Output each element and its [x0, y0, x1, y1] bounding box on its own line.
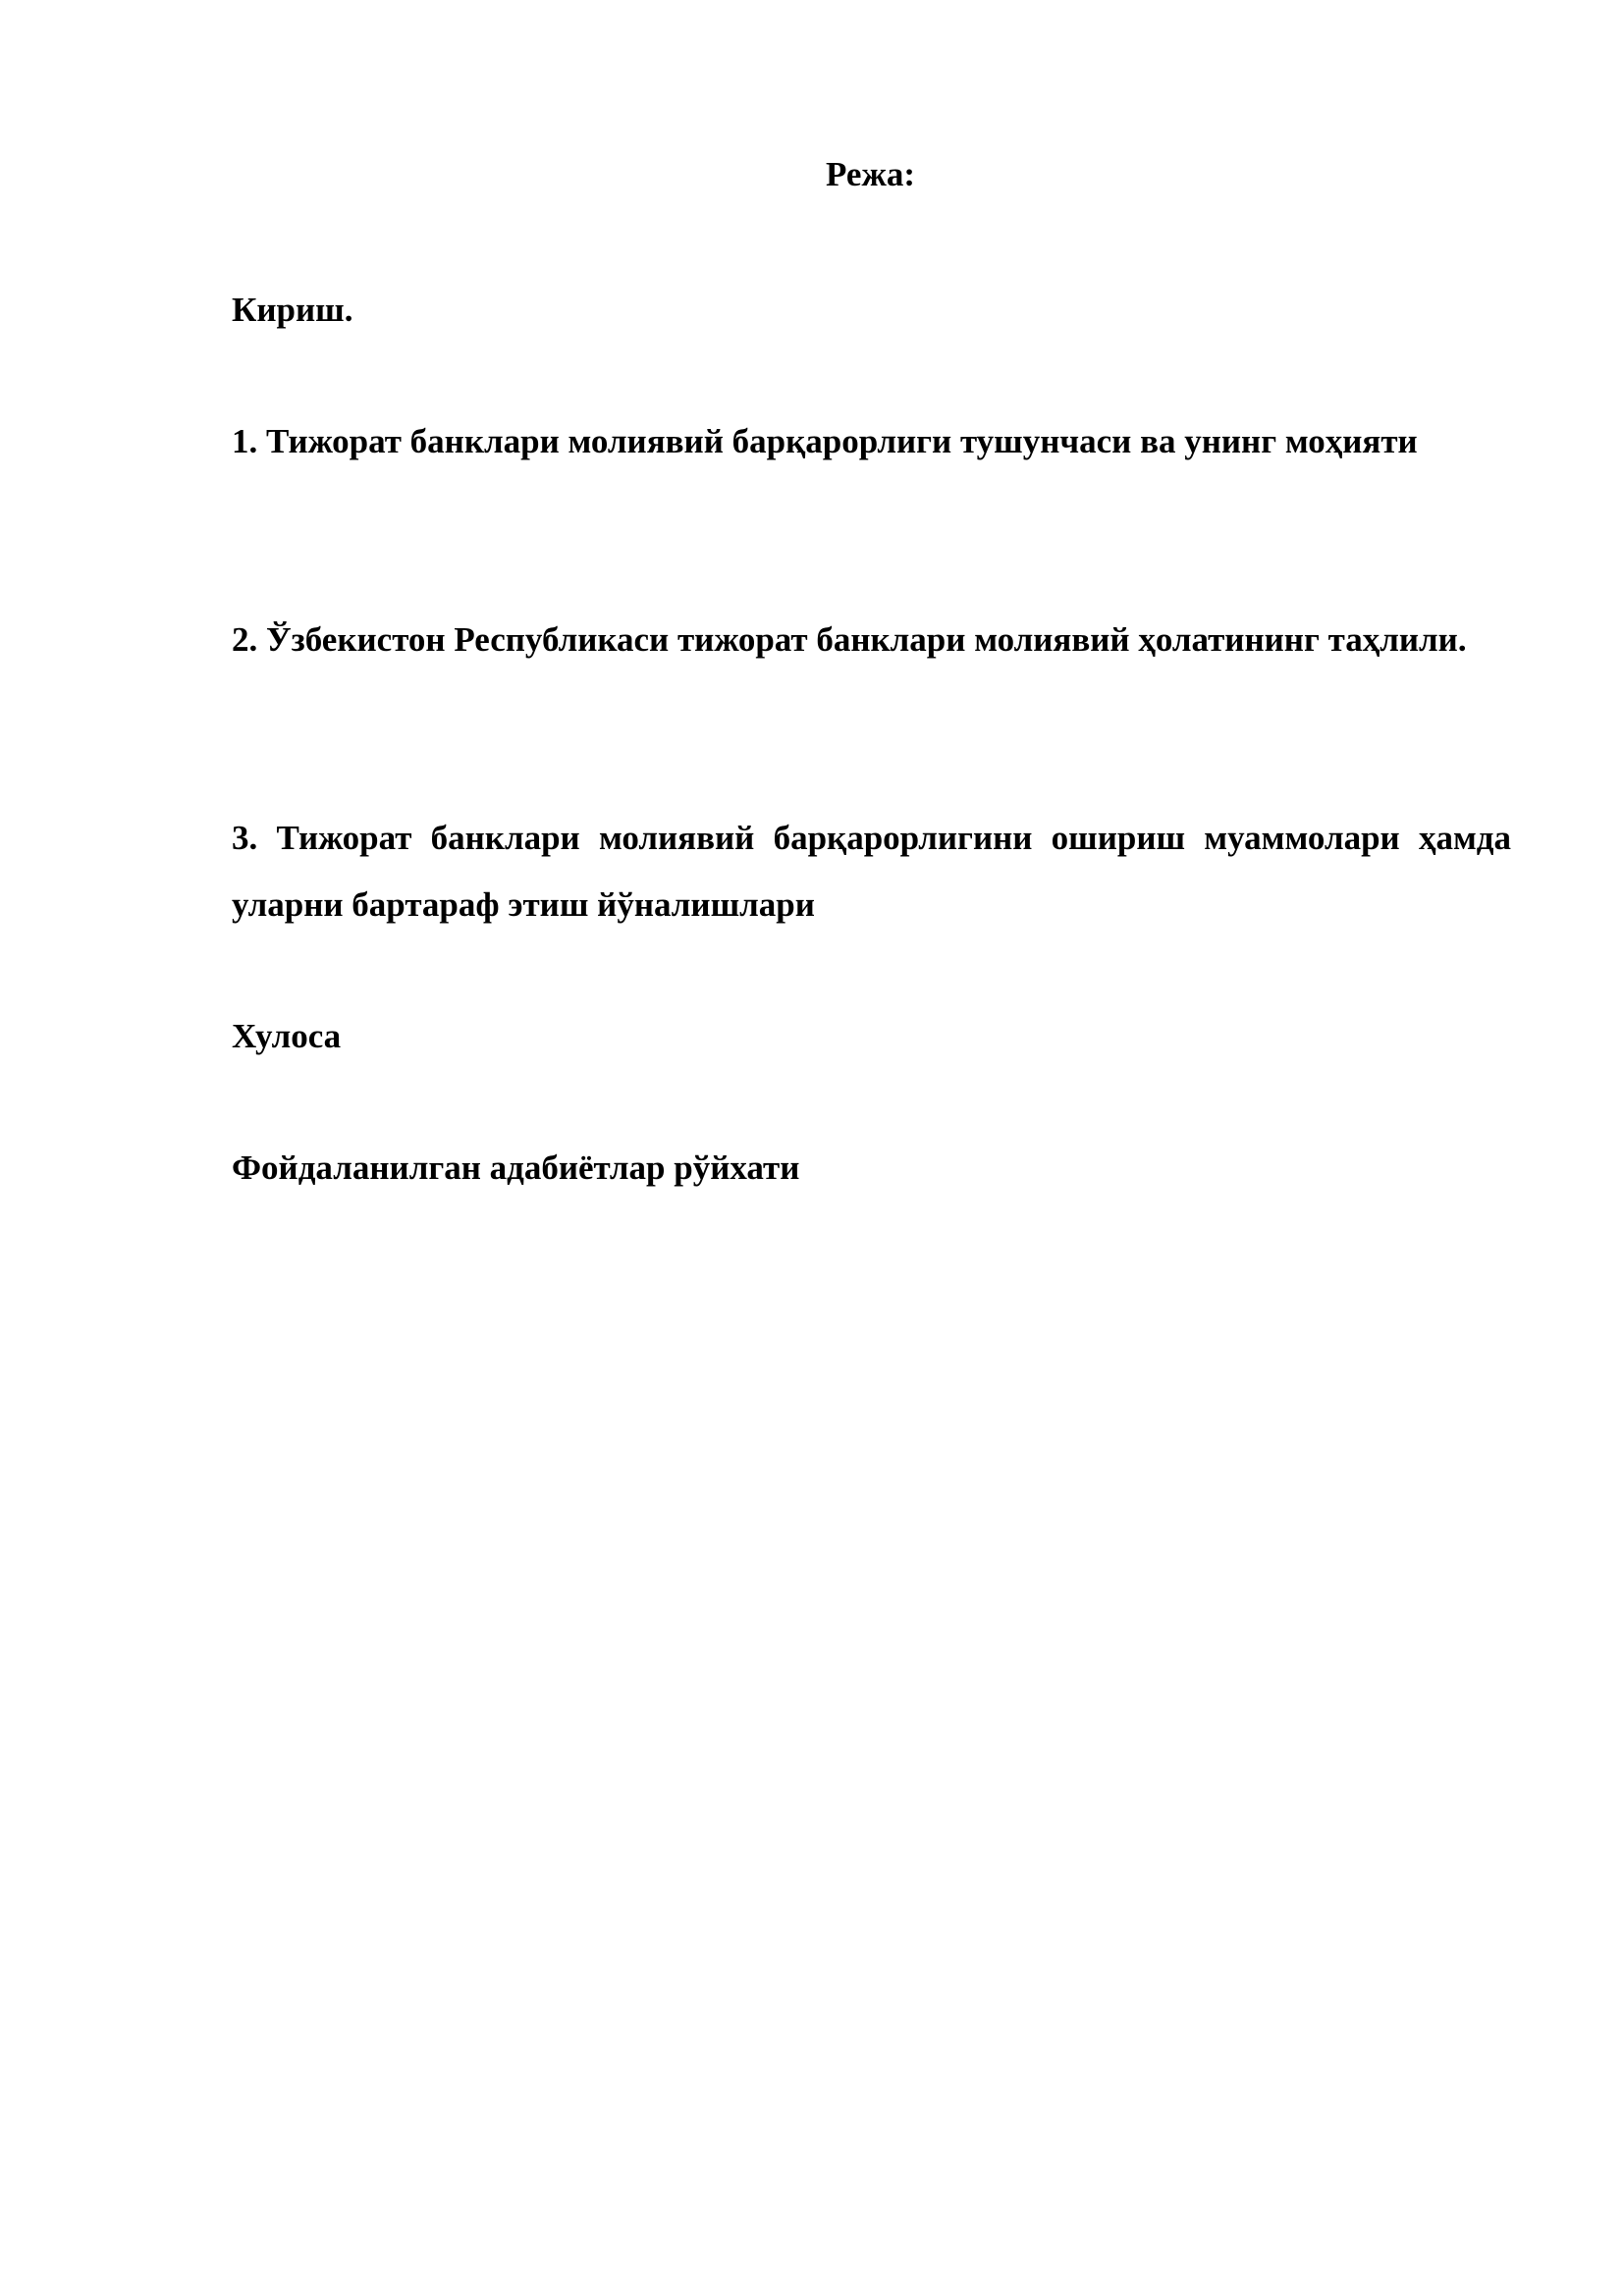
plan-item-introduction: Кириш. — [232, 291, 353, 329]
plan-item-2: 2. Ўзбекистон Республикаси тижорат банклари молиявий ҳолатининг таҳлили. — [232, 620, 1467, 659]
plan-item-1: 1. Тижорат банклари молиявий барқарорлиги тушунчаси ва унинг моҳияти — [232, 422, 1418, 460]
plan-title: Режа: — [826, 155, 915, 193]
plan-item-3: 3. Тижорат банклари молиявий барқарорлигини ошириш муаммолари ҳамда уларни бартараф этиш йўналишлари — [232, 819, 1511, 924]
plan-item-references: Фойдаланилган адабиётлар рўйхати — [232, 1148, 800, 1187]
plan-item-conclusion: Хулоса — [232, 1017, 342, 1055]
